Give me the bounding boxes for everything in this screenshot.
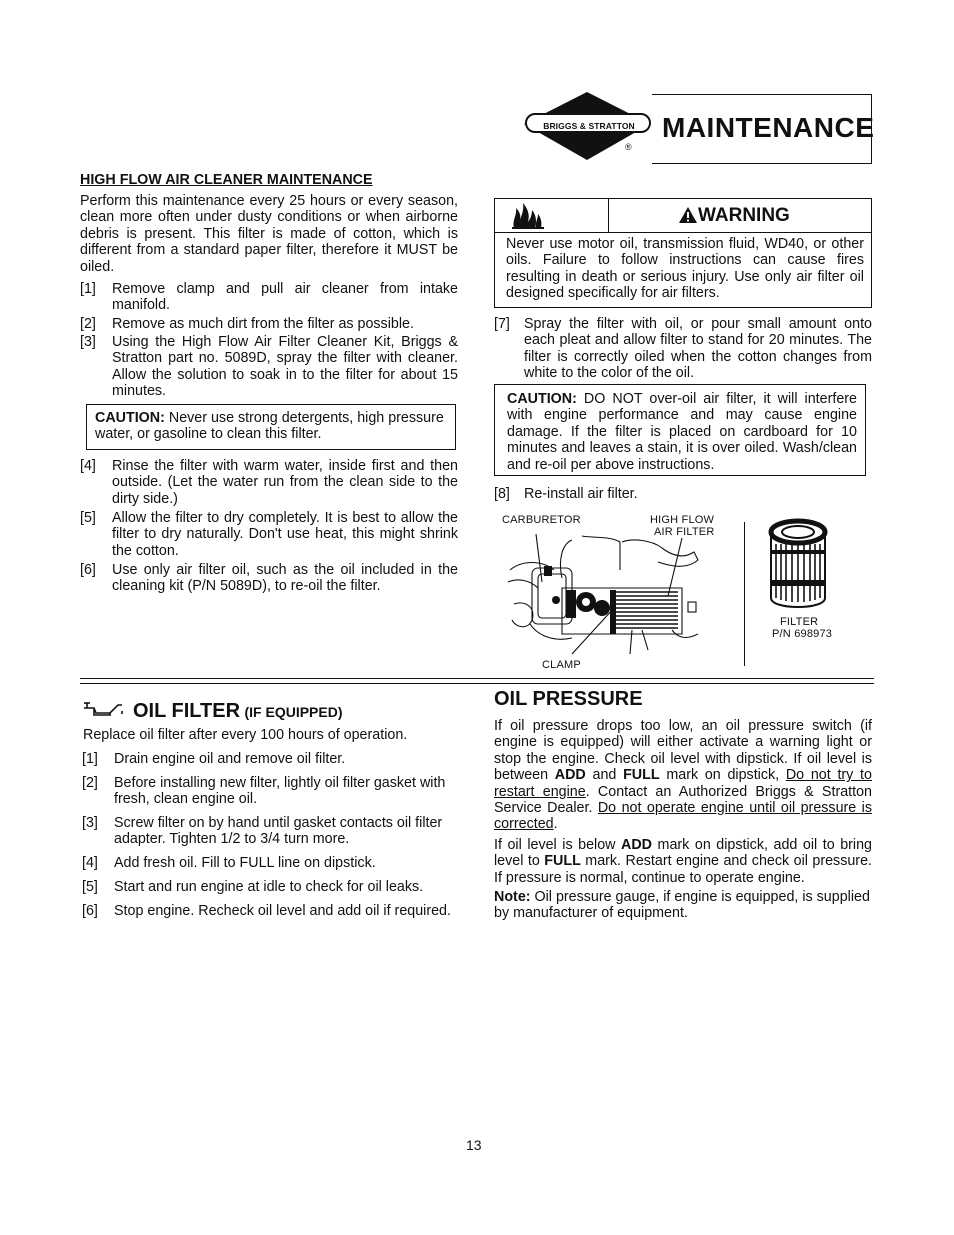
warning-icon-divider: [608, 198, 609, 232]
registered-mark: ®: [625, 142, 632, 152]
section-divider: [80, 678, 874, 679]
warning-triangle-icon: [678, 206, 698, 224]
figure-label-high-flow: HIGH FLOW: [650, 514, 715, 526]
figure-divider: [744, 522, 745, 666]
list-item: [7] Spray the filter with oil, or pour small amount onto each pleat and allow filter to stand for 20 minutes. The filter is correctly oiled when the cotton changes from white to the color of the oil.: [494, 316, 872, 382]
caution-text: DO NOT over-oil air filter, it will interfere with engine performance and may cause engine damage. If the filter is placed on cardboard for 10 minutes and leaves a stain, it is over oiled. Wash/clean and re-oil per above instructions.: [507, 391, 857, 473]
oil-pressure-heading: OIL PRESSURE: [494, 688, 643, 710]
note-label: Note:: [494, 889, 531, 905]
list-item: [4] Add fresh oil. Fill to FULL line on dipstick.: [82, 855, 376, 871]
engine-air-filter-illustration: [502, 530, 718, 658]
list-item: [3] Screw filter on by hand until gasket contacts oil filter adapter. Tighten 1/2 to 3/4 turn more.: [82, 815, 443, 848]
list-item: [4] Rinse the filter with warm water, inside first and then outside. (Let the water run from the clean side to the dirty side.): [80, 458, 458, 507]
fire-hazard-icon: [508, 200, 550, 230]
caution-box: [494, 384, 866, 476]
figure-label-carburetor: CARBURETOR: [502, 514, 581, 526]
oil-pressure-paragraph: If oil pressure drops too low, an oil pressure switch (if engine is equipped) will either activate a warning light or stop the engine. Check oil level with dipstick. If oil level is between ADD and FULL mark on dipstick, Do not try to restart engine. Contact an Authorized Briggs & Stratton Service Dealer. Do not operate engine until oil pressure is corrected.: [494, 718, 873, 833]
warning-title: WARNING: [698, 205, 790, 226]
list-item: [1] Remove clamp and pull air cleaner from intake manifold.: [80, 281, 458, 314]
caution-text: Never use strong detergents, high pressure water, or gasoline to clean this filter.: [95, 410, 444, 443]
list-item: [2] Before installing new filter, lightly oil filter gasket with fresh, clean engine oil.: [82, 775, 446, 808]
note-text: Oil pressure gauge, if engine is equipped, is supplied by manufacturer of equipment.: [494, 889, 870, 922]
list-item: [6] Use only air filter oil, such as the oil included in the cleaning kit (P/N 5089D), to re-oil the filter.: [80, 562, 458, 595]
figure-label-part-number: P/N 698973: [772, 628, 833, 640]
section-divider: [80, 683, 874, 684]
list-item: [5] Allow the filter to dry completely. It is best to allow the filter to dry naturally. Don't use heat, this might shrink the cotton.: [80, 510, 458, 559]
figure-label-filter: FILTER: [780, 616, 819, 628]
warning-text: Never use motor oil, transmission fluid, WD40, or other oils. Failure to follow instructions can cause fires resulting in death or serious injury. Use only air filter oil designed specifically for air filters.: [506, 236, 864, 302]
air-cleaner-heading: HIGH FLOW AIR CLEANER MAINTENANCE: [80, 172, 373, 188]
figure-label-clamp: CLAMP: [542, 659, 581, 671]
caution-label: CAUTION:: [95, 410, 165, 426]
page-header: [520, 88, 875, 164]
oil-filter-heading: [133, 700, 343, 723]
air-cleaner-intro: Perform this maintenance every 25 hours or every season, clean more often under dusty conditions or when airborne debris is present. This filter is made of cotton, which is different from a standard paper filter, therefore it MUST be oiled.: [80, 193, 458, 275]
caution-label: CAUTION:: [507, 391, 577, 407]
list-item: [2] Remove as much dirt from the filter as possible.: [80, 316, 414, 332]
list-item: [6] Stop engine. Recheck oil level and add oil if required.: [82, 903, 451, 919]
oil-filter-title-suffix: (IF EQUIPPED): [244, 704, 343, 720]
oil-pressure-note: [494, 889, 872, 922]
figure-label-air-filter: AIR FILTER: [654, 526, 715, 538]
page-number: 13: [466, 1137, 482, 1153]
list-item: [1] Drain engine oil and remove oil filter.: [82, 751, 346, 767]
brand-name: BRIGGS & STRATTON: [543, 121, 635, 131]
list-item: [3] Using the High Flow Air Filter Cleaner Kit, Briggs & Stratton part no. 5089D, spray the filter with cleaner. Allow the solution to soak in to the filter for about 15 minutes.: [80, 334, 458, 400]
page-title: MAINTENANCE: [662, 112, 875, 143]
oil-can-icon: [82, 699, 126, 719]
air-filter-element-illustration: [766, 518, 830, 610]
oil-filter-intro: Replace oil filter after every 100 hours of operation.: [83, 727, 408, 743]
list-item: [5] Start and run engine at idle to check for oil leaks.: [82, 879, 424, 895]
caution-box: [86, 404, 456, 450]
list-item: [8] Re-install air filter.: [494, 486, 638, 502]
oil-filter-title: OIL FILTER: [133, 700, 241, 722]
warning-header-divider: [494, 232, 872, 233]
oil-pressure-paragraph: If oil level is below ADD mark on dipstick, add oil to bring level to FULL mark. Restart engine and check oil pressure. If pressure is normal, continue to operate engine.: [494, 837, 872, 886]
